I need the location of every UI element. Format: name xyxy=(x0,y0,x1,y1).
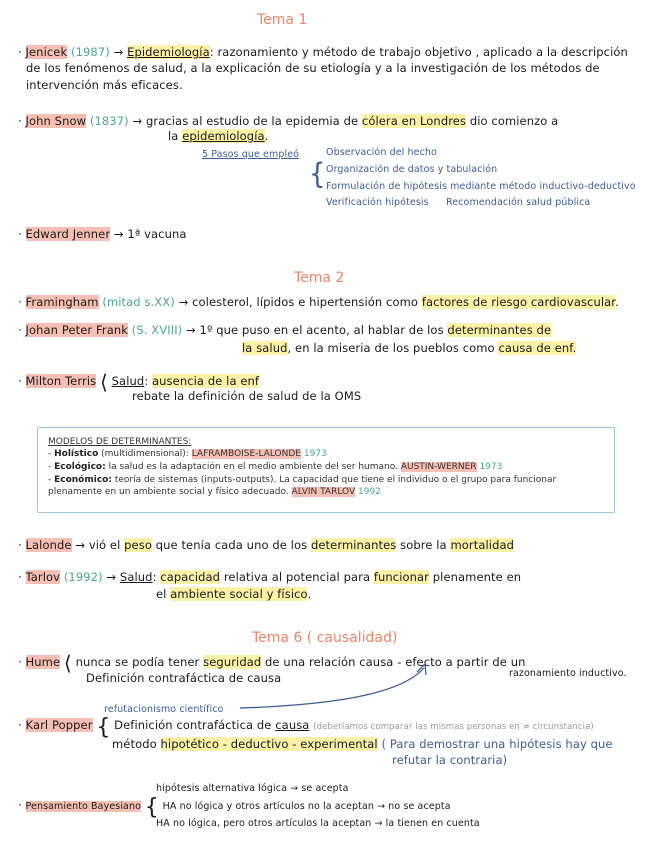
economico-year: 1992 xyxy=(358,487,381,497)
ecologico-author: AUSTIN-WERNER xyxy=(400,462,477,472)
popper-line-1: · Karl Popper { Definición contrafáctica de causa (deberíamos comparar las mismas personas en ≠ circunstancia) xyxy=(18,715,594,740)
box-title: MODELOS DE DETERMINANTES: xyxy=(48,437,192,447)
tarlov-line-2: el ambiente social y físico. xyxy=(156,587,312,601)
ecologico-year: 1973 xyxy=(479,462,503,472)
box-economico-1: - Económico: teoría de sistemas (inputs-outputs). La capacidad que tiene el individuo o el grupo para funcionar xyxy=(48,475,557,485)
popper-line-2: método hipotético - deductivo - experimental ( Para demostrar una hipótesis hay que xyxy=(112,737,613,751)
jenner-line: · Edward Jenner → 1ª vacuna xyxy=(18,227,187,241)
frank-line-1: · Johan Peter Frank (S. XVIII) → 1º que puso en el acento, al hablar de los determinantes de xyxy=(18,323,552,337)
box-holistico: - Holístico (multidimensional): LAFRAMBOISE-LALONDE 1973 xyxy=(48,449,327,459)
terris-line-2: rebate la definición de salud de la OMS xyxy=(132,389,362,403)
economico-author: ALVIN TARLOV xyxy=(291,487,356,497)
frank-line-2: la salud, en la miseria de los pueblos como causa de enf. xyxy=(242,341,577,355)
snow-item-2: Organización de datos y tabulación xyxy=(326,164,498,175)
snow-item-4: Verificación hipótesis xyxy=(326,197,429,208)
holistico-author: LAFRAMBOISE-LALONDE xyxy=(191,449,301,459)
lalonde-line: · Lalonde → vió el peso que tenía cada uno de los determinantes sobre la mortalidad xyxy=(18,538,515,552)
hume-line-3: razonamiento inductivo. xyxy=(509,668,627,679)
snow-brace: { xyxy=(309,157,326,191)
economico-desc-2: plenamente en un ambiente social y físico adecuado. xyxy=(48,487,292,497)
jenicek-line-2: de los fenómenos de salud, a la explicación de su etiología y a la investigación de los métodos de xyxy=(26,61,600,75)
holistico-year: 1973 xyxy=(303,449,327,459)
hume-line-1: · Hume ⟨ nunca se podía tener seguridad de una relación causa - efecto a partir de un xyxy=(18,651,526,675)
snow-item-3: Formulación de hipótesis mediante método inductivo-deductivo xyxy=(326,181,636,192)
jenicek-line-1: · Jenicek (1987) → Epidemiología: razonamiento y método de trabajo objetivo , aplicado a la descripción xyxy=(18,45,628,59)
snow-item-1: Observación del hecho xyxy=(326,147,437,158)
bayes-line-2: · Pensamiento Bayesiano { HA no lógica y otros artículos no la aceptan → no se acepta xyxy=(18,795,451,820)
hume-line-2: Definición contrafáctica de causa xyxy=(86,671,282,685)
box-ecologico: - Ecológico: la salud es la adaptación en el medio ambiente del ser humano. AUSTIN-WERNER 1973 xyxy=(48,462,503,472)
holistico-desc: (multidimensional): xyxy=(98,449,192,459)
popper-line-3: refutar la contraria) xyxy=(392,753,508,767)
ecologico-desc: la salud es la adaptación en el medio ambiente del ser humano. xyxy=(105,462,401,472)
economico-desc-1: teoría de sistemas (inputs-outputs). La capacidad que tiene el individuo o el grupo para funcionar xyxy=(111,475,557,485)
tema2-title: Tema 2 xyxy=(294,270,345,286)
snow-item-5: Recomendación salud pública xyxy=(446,197,591,208)
jenicek-line-3: intervención más eficaces. xyxy=(26,78,183,92)
snow-pasos-label: 5 Pasos que empleó xyxy=(202,149,300,160)
snow-line-2: la epidemiología. xyxy=(168,129,269,143)
terris-line-1: · Milton Terris ⟨ Salud: ausencia de la enf xyxy=(18,370,260,394)
bayes-line-3: HA no lógica, pero otros artículos la aceptan → la tienen en cuenta xyxy=(156,818,480,829)
tarlov-line-1: · Tarlov (1992) → Salud: capacidad relativa al potencial para funcionar plenamente en xyxy=(18,570,522,584)
economico-label: Económico: xyxy=(54,475,112,485)
tema1-title: Tema 1 xyxy=(257,12,308,28)
framingham-line: · Framingham (mitad s.XX) → colesterol, lípidos e hipertensión como factores de riesgo cardiovascular. xyxy=(18,295,619,309)
ecologico-label: Ecológico: xyxy=(54,462,106,472)
tema6-title: Tema 6 ( causalidad) xyxy=(252,630,398,646)
popper-refutacionismo: refutacionismo científico xyxy=(104,704,224,715)
snow-line-1: · John Snow (1837) → gracias al estudio de la epidemia de cólera en Londres dio comienzo a xyxy=(18,114,559,128)
bayes-line-1: hipótesis alternativa lógica → se acepta xyxy=(156,783,349,794)
holistico-label: Holístico xyxy=(54,449,99,459)
